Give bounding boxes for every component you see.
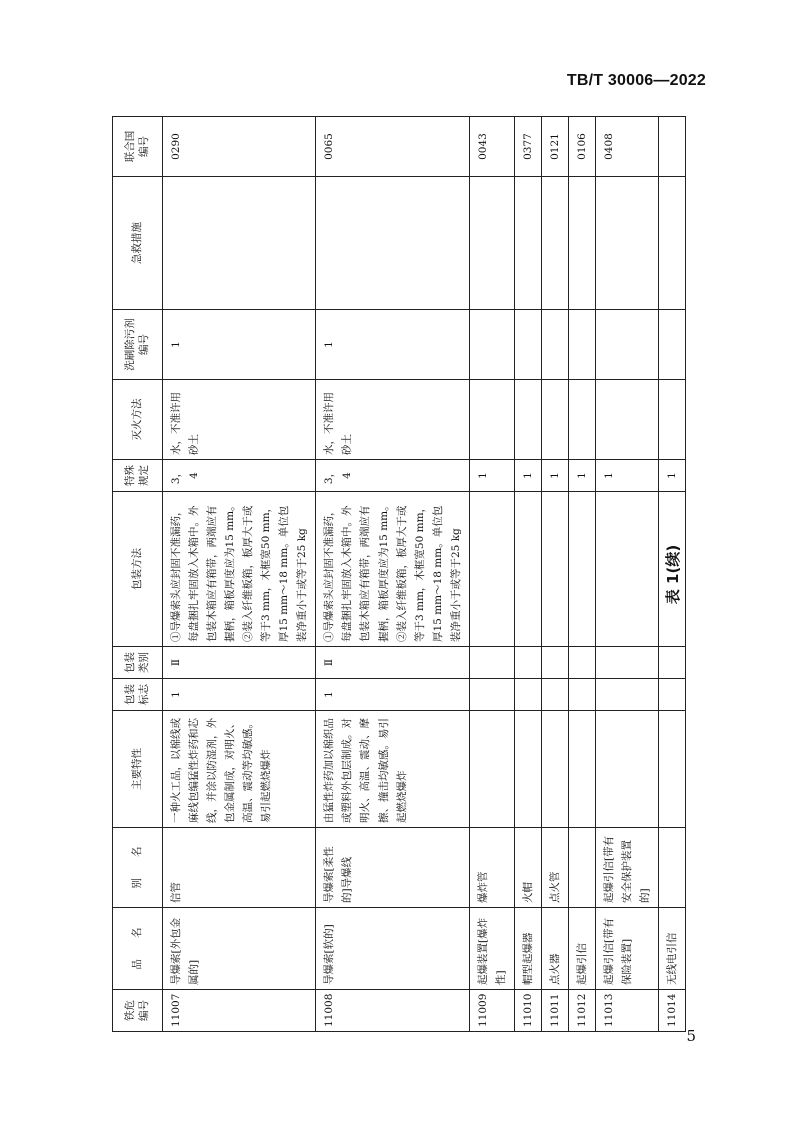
table-cell: 11008: [316, 990, 469, 1032]
table-cell: ①导爆索头应封固不准漏药，每盘捆扎牢固放入木箱中。外包装木箱应有箱带，两端应有握柄，箱板厚度应为15 mm。②装入纤维板箱，板厚大于或等于3 mm，木框宽50 mm，厚15 mm～18 mm。单位包装净重小于或等于25 kg: [163, 492, 316, 647]
table-cell: 点火器: [541, 908, 568, 990]
column-header: 联合国 编号: [113, 117, 163, 177]
table-body: [163, 117, 686, 1032]
column-header: 包装 类别: [113, 647, 163, 679]
table-cell: [514, 647, 541, 679]
table-cell: [316, 177, 469, 310]
table-cell: 水，不准许用砂土: [163, 380, 316, 460]
column-header: 洗刷除污剂 编号: [113, 310, 163, 380]
table-row: [469, 117, 514, 1032]
table-cell: ①导爆索头应封固不准漏药，每盘捆扎牢固放入木箱中。外包装木箱应有箱带，两端应有握柄，箱板厚度应为15 mm。②装入纤维板箱，板厚大于或等于3 mm，木框宽50 mm，厚15 mm～18 mm。单位包装净重小于或等于25 kg: [316, 492, 469, 647]
table-cell: [568, 647, 595, 679]
table-cell: 一种火工品，以棉线或麻线包编猛性炸药和芯线，并涂以防湿剂，外包金属制成，对明火、高温、震动等均敏感。易引起燃烧爆炸: [163, 711, 316, 828]
table-cell: [541, 380, 568, 460]
table-cell: [568, 310, 595, 380]
table-cell: 11011: [541, 990, 568, 1032]
table-cell: [595, 177, 658, 310]
table-cell: 由猛性炸药加以棉织品或塑料外包层制成。对明火、高温、震动、摩擦、撞击均敏感。易引起燃烧爆炸: [316, 711, 469, 828]
table-cell: Ⅱ: [163, 647, 316, 679]
table-cell: [469, 647, 514, 679]
column-header: 主要特性: [113, 711, 163, 828]
table-cell: 0065: [316, 117, 469, 177]
table-cell: [469, 310, 514, 380]
column-header: 品 名: [113, 908, 163, 990]
table-cell: [541, 492, 568, 647]
table-cell: 1: [163, 679, 316, 711]
table-cell: [595, 310, 658, 380]
table-row: [595, 117, 658, 1032]
table-cell: [469, 177, 514, 310]
table-cell: 爆炸管: [469, 828, 514, 908]
table-cell: [469, 711, 514, 828]
table-cell: [514, 492, 541, 647]
table-cell: 1: [595, 460, 658, 492]
column-header: 特殊 规定: [113, 460, 163, 492]
table-cell: 火帽: [514, 828, 541, 908]
dangerous-goods-table: [112, 116, 686, 1032]
table-cell: 1: [316, 679, 469, 711]
table-cell: 起爆引信[带有安全保护装置的]: [595, 828, 658, 908]
table-cell: [595, 647, 658, 679]
table-cell: 11007: [163, 990, 316, 1032]
table-header: [113, 117, 163, 1032]
table-caption: 表 1(续): [664, 544, 682, 605]
table-cell: 起爆引信[带有保险装置]: [595, 908, 658, 990]
table-cell: 11014: [659, 990, 686, 1032]
rotated-page-content: [112, 117, 692, 1032]
page-number: 5: [686, 1027, 696, 1045]
table-cell: [595, 679, 658, 711]
table-row: [541, 117, 568, 1032]
table-cell: [514, 711, 541, 828]
table-cell: 11013: [595, 990, 658, 1032]
table-cell: 导爆索[软的]: [316, 908, 469, 990]
table-row: [163, 117, 316, 1032]
table-cell: [595, 492, 658, 647]
table-cell: [568, 711, 595, 828]
column-header: 包装方法: [113, 492, 163, 647]
table-cell: 11009: [469, 990, 514, 1032]
table-cell: 起爆引信: [568, 908, 595, 990]
table-cell: [514, 310, 541, 380]
table-cell: 1: [568, 460, 595, 492]
table-cell: 0106: [568, 117, 595, 177]
table-cell: [568, 177, 595, 310]
table-cell: [595, 380, 658, 460]
column-header: 灭火方法: [113, 380, 163, 460]
table-cell: 1: [659, 460, 686, 492]
table-cell: 帽型起爆器: [514, 908, 541, 990]
table-cell: [568, 492, 595, 647]
table-cell: 3，4: [316, 460, 469, 492]
column-header: 包装 标志: [113, 679, 163, 711]
table-cell: 导爆索[柔性的]导爆线: [316, 828, 469, 908]
header-row: [113, 117, 163, 1032]
table-cell: [541, 177, 568, 310]
table-cell: [469, 679, 514, 711]
table-cell: 信管: [163, 828, 316, 908]
standard-number: TB/T 30006—2022: [566, 72, 706, 89]
table-cell: Ⅱ: [316, 647, 469, 679]
column-header: 别 名: [113, 828, 163, 908]
table-cell: 0408: [595, 117, 658, 177]
table-cell: 水，不准许用砂土: [316, 380, 469, 460]
table-cell: 1: [541, 460, 568, 492]
table-cell: 无线电引信: [659, 908, 686, 990]
table-cell: [541, 647, 568, 679]
table-cell: [163, 177, 316, 310]
table-cell: [469, 492, 514, 647]
table-cell: 11012: [568, 990, 595, 1032]
column-header: 急救措施: [113, 177, 163, 310]
table-cell: [541, 310, 568, 380]
table-cell: 0290: [163, 117, 316, 177]
table-cell: 0043: [469, 117, 514, 177]
table-cell: 导爆索[外包金属的]: [163, 908, 316, 990]
table-cell: 起爆装置[爆炸性]: [469, 908, 514, 990]
table-cell: [514, 177, 541, 310]
table-cell: 0121: [541, 117, 568, 177]
table-cell: [541, 711, 568, 828]
table-cell: 1: [163, 310, 316, 380]
table-cell: 11010: [514, 990, 541, 1032]
table-cell: [469, 380, 514, 460]
table-cell: 点火管: [541, 828, 568, 908]
table-cell: [568, 679, 595, 711]
table-row: [568, 117, 595, 1032]
table-row: [514, 117, 541, 1032]
table-cell: 0377: [514, 117, 541, 177]
table-cell: 3，4: [163, 460, 316, 492]
table-row: [316, 117, 469, 1032]
table-cell: 1: [469, 460, 514, 492]
table-cell: 1: [514, 460, 541, 492]
table-cell: [568, 828, 595, 908]
table-cell: [595, 711, 658, 828]
column-header: 铁危 编号: [113, 990, 163, 1032]
table-cell: [568, 380, 595, 460]
table-cell: [514, 679, 541, 711]
table-cell: [541, 679, 568, 711]
table-cell: 1: [316, 310, 469, 380]
table-cell: [514, 380, 541, 460]
